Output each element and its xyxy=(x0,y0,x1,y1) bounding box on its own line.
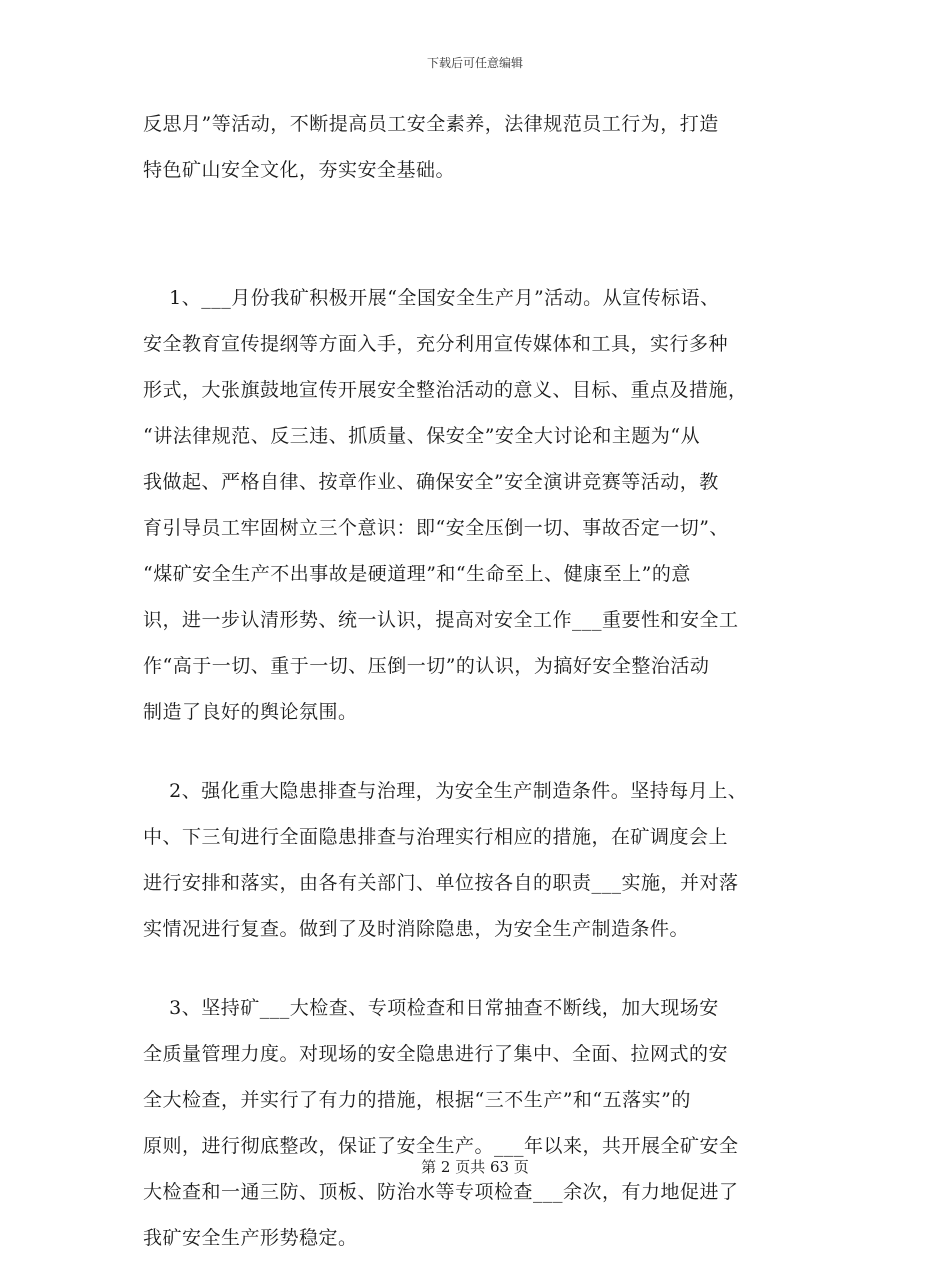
paragraph-item-3 xyxy=(143,996,823,1250)
text-line: 原则，进行彻底整改，保证了安全生产。___年以来，共开展全矿安全 xyxy=(143,1135,739,1157)
text-line: 全大检查，并实行了有力的措施，根据“三不生产”和“五落实”的 xyxy=(143,1089,691,1111)
text-line: 实情况进行复查。做到了及时消除隐患，为安全生产制造条件。 xyxy=(143,918,690,940)
text-line: 3、坚持矿___大检查、专项检查和日常抽查不断线，加大现场安 xyxy=(143,997,719,1019)
text-line: 特色矿山安全文化，夯实安全基础。 xyxy=(143,159,456,181)
text-line: “煤矿安全生产不出事故是硬道理”和“生命至上、健康至上”的意 xyxy=(143,563,691,585)
text-line: 我做起、严格自律、按章作业、确保安全”安全演讲竞赛等活动，教 xyxy=(143,471,719,493)
text-line: 2、强化重大隐患排查与治理，为安全生产制造条件。坚持每月上、 xyxy=(143,780,748,802)
page-number: 第 2 页共 63 页 xyxy=(421,1158,529,1176)
document-body xyxy=(143,112,823,1272)
text-line: 大检查和一通三防、顶板、防治水等专项检查___余次，有力地促进了 xyxy=(143,1181,739,1203)
page-header: 下载后可任意编辑 xyxy=(426,56,523,70)
text-line: 育引导员工牢固树立三个意识：即“安全压倒一切、事故否定一切”、 xyxy=(143,517,729,539)
text-line: 中、下三旬进行全面隐患排查与治理实行相应的措施，在矿调度会上 xyxy=(143,826,729,848)
text-line: 反思月”等活动，不断提高员工安全素养，法律规范员工行为，打造 xyxy=(143,113,719,135)
text-line: 识，进一步认清形势、统一认识，提高对安全工作___重要性和安全工 xyxy=(143,609,739,631)
paragraph-item-1 xyxy=(143,286,823,724)
text-line: 作“高于一切、重于一切、压倒一切”的认识，为搞好安全整治活动 xyxy=(143,655,710,677)
text-line: 我矿安全生产形势稳定。 xyxy=(143,1227,358,1249)
paragraph-item-2 xyxy=(143,779,823,941)
text-line: 进行安排和落实，由各有关部门、单位按各自的职责___实施，并对落 xyxy=(143,872,739,894)
text-line: 全质量管理力度。对现场的安全隐患进行了集中、全面、拉网式的安 xyxy=(143,1043,729,1065)
paragraph-continuation xyxy=(143,112,823,182)
text-line: 1、___月份我矿积极开展“全国安全生产月”活动。从宣传标语、 xyxy=(143,287,720,309)
text-line: 安全教育宣传提纲等方面入手，充分利用宣传媒体和工具，实行多种 xyxy=(143,333,729,355)
text-line: 制造了良好的舆论氛围。 xyxy=(143,701,358,723)
text-line: “讲法律规范、反三违、抓质量、保安全”安全大讨论和主题为“从 xyxy=(143,425,701,447)
text-line: 形式，大张旗鼓地宣传开展安全整治活动的意义、目标、重点及措施， xyxy=(143,379,748,401)
